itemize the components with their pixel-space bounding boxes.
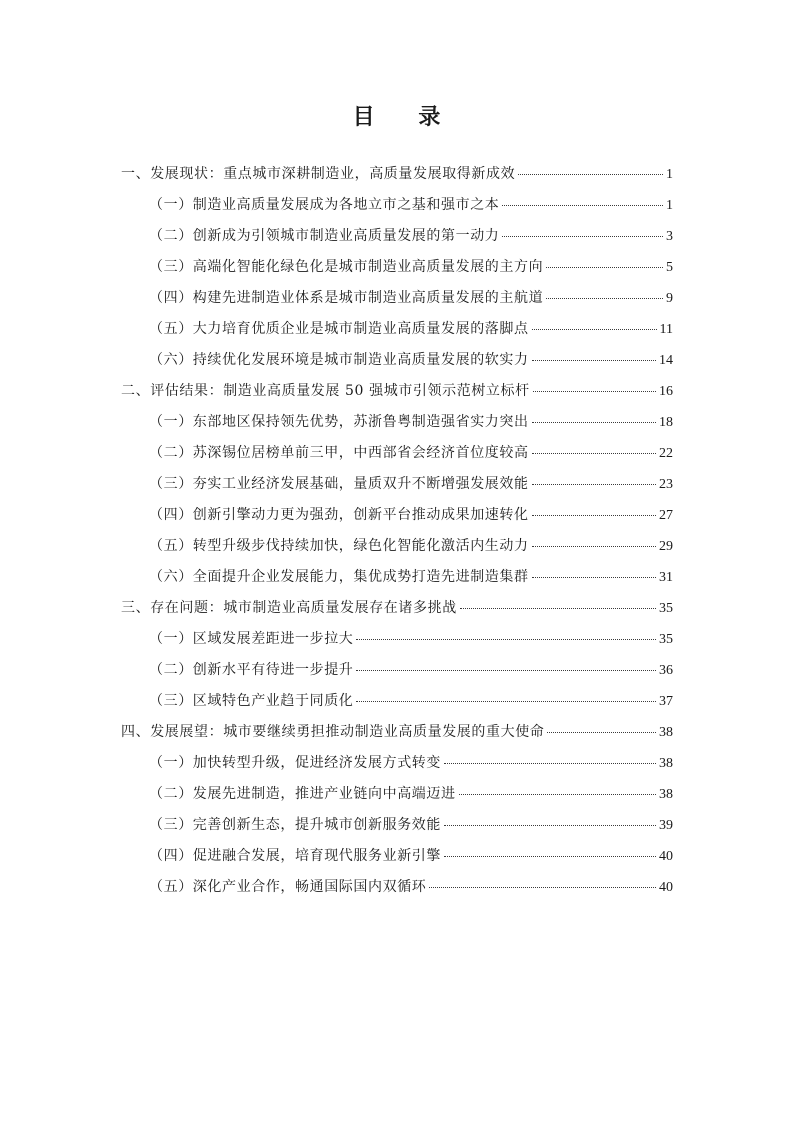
- toc-section-entry[interactable]: [121, 690, 673, 721]
- toc-page-number: 27: [659, 508, 673, 523]
- dot-leader: [532, 453, 656, 454]
- toc-page-number: 29: [659, 539, 673, 554]
- toc-entry-label: （五）大力培育优质企业是城市制造业高质量发展的落脚点: [149, 321, 529, 337]
- dot-leader: [460, 608, 656, 609]
- toc-section-entry[interactable]: [121, 752, 673, 783]
- toc-chapter-entry[interactable]: [121, 380, 673, 411]
- toc-page-number: 9: [666, 291, 673, 306]
- toc-section-entry[interactable]: [121, 349, 673, 380]
- toc-entry-label: （三）夯实工业经济发展基础，量质双升不断增强发展效能: [149, 476, 529, 492]
- toc-entry-label: （六）持续优化发展环境是城市制造业高质量发展的软实力: [149, 352, 529, 368]
- toc-page-number: 3: [666, 229, 673, 244]
- toc-page-number: 14: [659, 353, 673, 368]
- table-of-contents: [121, 163, 673, 907]
- toc-section-entry[interactable]: [121, 256, 673, 287]
- toc-entry-label: （一）制造业高质量发展成为各地立市之基和强市之本: [149, 197, 500, 213]
- toc-entry-label: （一）区域发展差距进一步拉大: [149, 631, 354, 647]
- dot-leader: [546, 298, 663, 299]
- dot-leader: [429, 887, 656, 888]
- dot-leader: [356, 670, 656, 671]
- toc-entry-label: （四）构建先进制造业体系是城市制造业高质量发展的主航道: [149, 290, 544, 306]
- dot-leader: [532, 329, 657, 330]
- dot-leader: [459, 794, 656, 795]
- toc-entry-label: 一、发展现状：重点城市深耕制造业，高质量发展取得新成效: [121, 166, 516, 182]
- dot-leader: [532, 484, 656, 485]
- toc-section-entry[interactable]: [121, 628, 673, 659]
- toc-chapter-entry[interactable]: [121, 597, 673, 628]
- toc-page-number: 11: [659, 322, 673, 337]
- toc-page-number: 31: [659, 570, 673, 585]
- toc-entry-label: （六）全面提升企业发展能力，集优成势打造先进制造集群: [149, 569, 529, 585]
- dot-leader: [532, 422, 656, 423]
- toc-section-entry[interactable]: [121, 287, 673, 318]
- toc-page-number: 35: [659, 601, 673, 616]
- dot-leader: [533, 391, 656, 392]
- dot-leader: [356, 639, 656, 640]
- toc-page-number: 16: [659, 384, 673, 399]
- toc-page-number: 1: [666, 167, 673, 182]
- toc-entry-label: 二、评估结果：制造业高质量发展 50 强城市引领示范树立标杆: [121, 383, 530, 399]
- dot-leader: [444, 856, 656, 857]
- toc-section-entry[interactable]: [121, 659, 673, 690]
- dot-leader: [532, 577, 656, 578]
- page-title: 目 录: [352, 105, 459, 130]
- dot-leader: [444, 825, 656, 826]
- toc-page-number: 38: [659, 787, 673, 802]
- dot-leader: [502, 236, 663, 237]
- toc-page-number: 38: [659, 756, 673, 771]
- toc-section-entry[interactable]: [121, 535, 673, 566]
- toc-section-entry[interactable]: [121, 783, 673, 814]
- toc-section-entry[interactable]: [121, 225, 673, 256]
- toc-entry-label: （五）深化产业合作，畅通国际国内双循环: [149, 879, 427, 895]
- toc-page-number: 35: [659, 632, 673, 647]
- toc-chapter-entry[interactable]: [121, 721, 673, 752]
- toc-page-number: 18: [659, 415, 673, 430]
- toc-entry-label: （二）苏深锡位居榜单前三甲，中西部省会经济首位度较高: [149, 445, 529, 461]
- toc-page-number: 22: [659, 446, 673, 461]
- toc-page-number: 38: [659, 725, 673, 740]
- toc-entry-label: （一）加快转型升级，促进经济发展方式转变: [149, 755, 441, 771]
- toc-section-entry[interactable]: [121, 411, 673, 442]
- toc-entry-label: （五）转型升级步伐持续加快，绿色化智能化激活内生动力: [149, 538, 529, 554]
- dot-leader: [356, 701, 656, 702]
- dot-leader: [532, 515, 656, 516]
- dot-leader: [502, 205, 663, 206]
- toc-entry-label: （二）创新成为引领城市制造业高质量发展的第一动力: [149, 228, 500, 244]
- toc-page-number: 5: [666, 260, 673, 275]
- toc-page-number: 40: [659, 880, 673, 895]
- toc-section-entry[interactable]: [121, 194, 673, 225]
- dot-leader: [547, 732, 656, 733]
- toc-page-number: 23: [659, 477, 673, 492]
- toc-page-number: 37: [659, 694, 673, 709]
- toc-entry-label: （三）完善创新生态，提升城市创新服务效能: [149, 817, 441, 833]
- toc-page-number: 40: [659, 849, 673, 864]
- dot-leader: [532, 360, 656, 361]
- toc-entry-label: （四）促进融合发展，培育现代服务业新引擎: [149, 848, 441, 864]
- dot-leader: [518, 174, 663, 175]
- toc-section-entry[interactable]: [121, 566, 673, 597]
- toc-entry-label: 四、发展展望：城市要继续勇担推动制造业高质量发展的重大使命: [121, 724, 545, 740]
- toc-entry-label: （一）东部地区保持领先优势，苏浙鲁粤制造强省实力突出: [149, 414, 529, 430]
- dot-leader: [532, 546, 656, 547]
- toc-entry-label: （二）创新水平有待进一步提升: [149, 662, 354, 678]
- dot-leader: [444, 763, 656, 764]
- toc-page-number: 36: [659, 663, 673, 678]
- toc-entry-label: （二）发展先进制造，推进产业链向中高端迈进: [149, 786, 456, 802]
- toc-entry-label: 三、存在问题：城市制造业高质量发展存在诸多挑战: [121, 600, 457, 616]
- toc-entry-label: （四）创新引擎动力更为强劲，创新平台推动成果加速转化: [149, 507, 529, 523]
- toc-section-entry[interactable]: [121, 814, 673, 845]
- dot-leader: [546, 267, 663, 268]
- toc-section-entry[interactable]: [121, 876, 673, 907]
- toc-entry-label: （三）区域特色产业趋于同质化: [149, 693, 354, 709]
- toc-section-entry[interactable]: [121, 504, 673, 535]
- toc-section-entry[interactable]: [121, 318, 673, 349]
- toc-section-entry[interactable]: [121, 845, 673, 876]
- toc-page-number: 39: [659, 818, 673, 833]
- toc-section-entry[interactable]: [121, 473, 673, 504]
- toc-page-number: 1: [666, 198, 673, 213]
- toc-chapter-entry[interactable]: [121, 163, 673, 194]
- toc-section-entry[interactable]: [121, 442, 673, 473]
- toc-entry-label: （三）高端化智能化绿色化是城市制造业高质量发展的主方向: [149, 259, 544, 275]
